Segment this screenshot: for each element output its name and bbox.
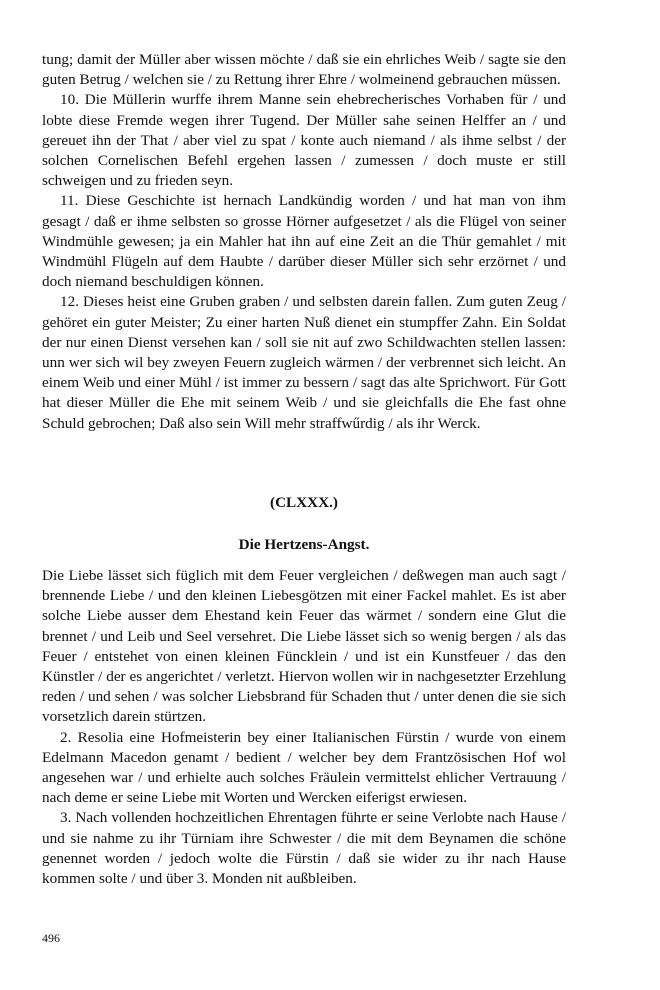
paragraph-12: 12. Dieses heist eine Gruben graben / und selbsten darein fallen. Zum guten Zeug / gehöret ein guter Meister; Zu einer harten Nuß dienet ein stumpffer Zahn. Ein Soldat der nur einen Dienst versehen kan / soll sie nit auf zwo Schildwachten stellen lassen: unn wer sich wil bey zweyen Feuern zugleich wärmen / der verbrennet sich leicht. An einem Weib und einer Mühl / ist immer zu bessern / sagt das alte Sprichwort. Für Gott hat dieser Müller die Ehe mit seinem Weib / und sie gleichfalls die Ehe fast ohne Schuld gebrochen; Daß also sein Will mehr straffwűrdig / als ihr Werck. <box>42 293 566 432</box>
paragraph-continuation: tung; damit der Müller aber wissen möchte / daß sie ein ehrliches Weib / sagte sie den guten Betrug / welchen sie / zu Rettung ihrer Ehre / wolmeinend gebrauchen müssen. <box>42 51 566 89</box>
text-block-story <box>42 566 566 889</box>
paragraph-3: 3. Nach vollenden hochzeitlichen Ehrentagen führte er seine Verlobte nach Hause / und sie nahme zu ihr Türniam ihre Schwester / die mit dem Beynamen die schöne genennet worden / jedoch wolte die Fürstin / daß sie wider zu ihr nach Hause kommen solte / und über 3. Monden nit außbleiben. <box>42 809 566 888</box>
section-number: (CLXXX.) <box>270 494 338 511</box>
paragraph-10: 10. Die Müllerin wurffe ihrem Manne sein ehebrecherisches Vorhaben für / und lobte diese Fremde wegen ihrer Tugend. Der Müller sahe seinen Helffer an / und gereuet ihn der That / aber viel zu spat / konte auch niemand / als ihme selbst / der solchen Cornelischen Befehl ergehen lassen / zumessen / doch muste er still schweigen und zu frieden seyn. <box>42 91 566 190</box>
paragraph-2: 2. Resolia eine Hofmeisterin bey einer Italianischen Fürstin / wurde von einem Edelmann Macedon genamt / bedient / welcher bey dem Frantzösischen Hof wol angesehen war / und erhielte auch solches Fräulein vermittelst ehlicher Vertrauung / nach deme er seine Liebe mit Worten und Wercken eiferigst erwiesen. <box>42 728 566 807</box>
paragraph-11: 11. Diese Geschichte ist hernach Landkündig worden / und hat man von ihm gesagt / daß er ihme selbsten so grosse Hörner aufgesetzet / als die Flügel von seiner Windmühle gewesen; ja ein Mahler hat ihn auf eine Zeit an die Thür gemahlet / mit Windmühl Flügeln auf dem Haubte / darüber dieser Müller sich sehr erzörnet / und doch niemand beschuldigen können. <box>42 192 566 291</box>
text-block-continuation <box>42 50 566 434</box>
paragraph-intro: Die Liebe lässet sich füglich mit dem Feuer vergleichen / deßwegen man auch sagt / brennende Liebe / und den kleinen Liebesgötzen mit einer Fackel mahlet. Es ist aber solche Liebe ausser dem Ehestand kein Feuer das wärmet / sondern eine Glut die brennet / und Leib und Seel versehret. Die Liebe lässet sich so wenig bergen / als das Feuer / entstehet von einen kleinen Füncklein / und ist ein Kunstfeuer / das den Künstler / der es angerichtet / verletzt. Hiervon wollen wir in nachgesetzter Erzehlung reden / und sehen / was solcher Liebsbrand für Schaden thut / unter denen die sie sich vorsetzlich darein stürtzen. <box>42 567 566 726</box>
page-number: 496 <box>42 931 60 945</box>
section-title: Die Hertzens-Angst. <box>238 536 370 553</box>
